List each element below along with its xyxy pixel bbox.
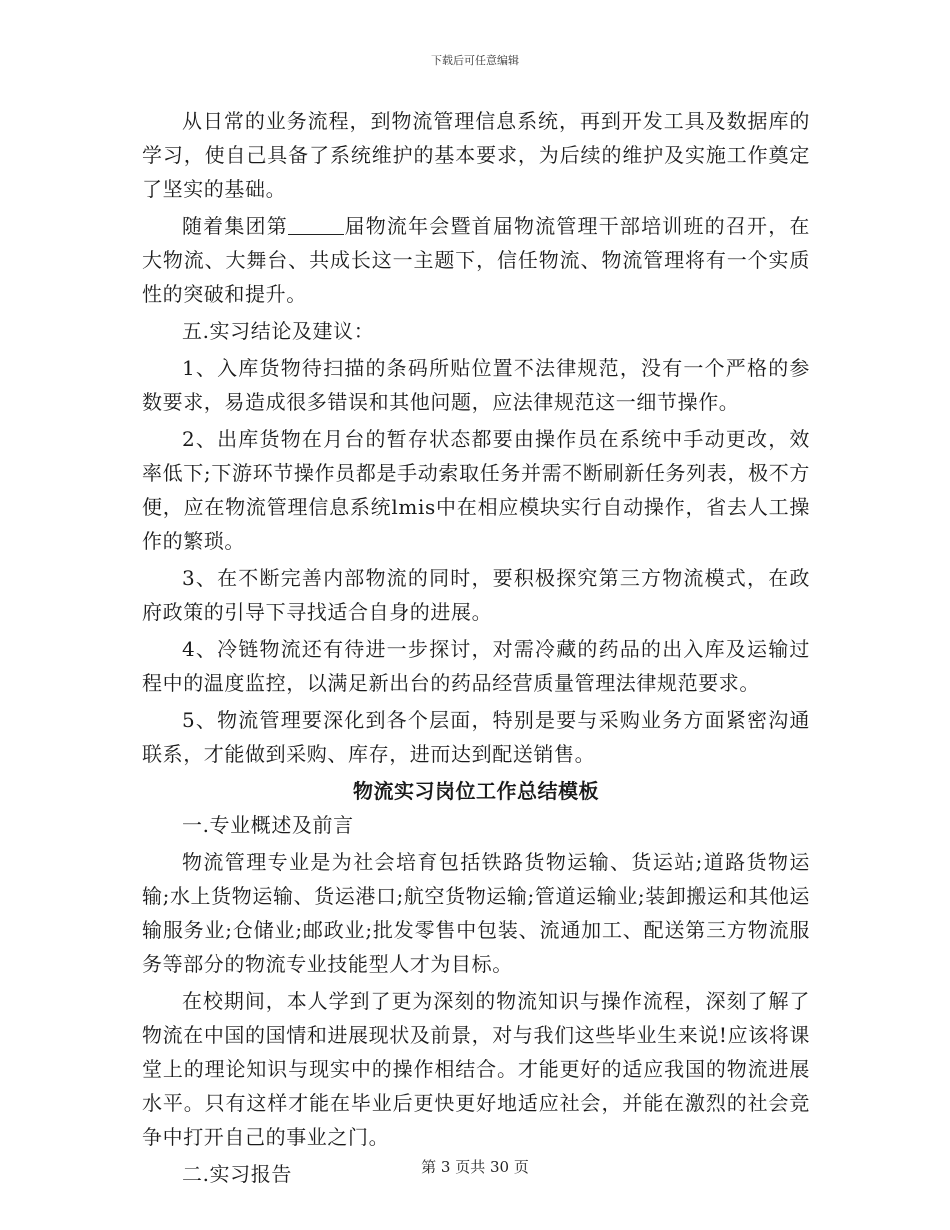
document-body [142,104,810,1191]
page-number: 第 3 页共 30 页 [421,1158,529,1176]
blank-underline [288,214,344,235]
overview-heading: 一.专业概述及前言 [182,813,354,837]
suggestion-2: 2、出库货物在月台的暂存状态都要由操作员在系统中手动更改，效率低下;下游环节操作员都是手动索取任务并需不断刷新任务列表，极不方便，应在物流管理信息系统lmis中在相应模块实行自动操作，省去人工操作的繁琐。 [142,427,810,553]
paragraph-2 [142,209,810,311]
suggestion-1: 1、入库货物待扫描的条码所贴位置不法律规范，没有一个严格的参数要求，易造成很多错误和其他问题，应法律规范这一细节操作。 [142,356,810,414]
suggestion-5: 5、物流管理要深化到各个层面，特别是要与采购业务方面紧密沟通联系，才能做到采购、库存，进而达到配送销售。 [142,708,810,766]
overview-paragraph: 物流管理专业是为社会培育包括铁路货物运输、货运站;道路货物运输;水上货物运输、货运港口;航空货物运输;管道运输业;装卸搬运和其他运输服务业;仓储业;邮政业;批发零售中包装、流通加工、配送第三方物流服务等部分的物流专业技能型人才为目标。 [142,850,810,976]
paragraph-1: 从日常的业务流程，到物流管理信息系统，再到开发工具及数据库的学习，使自己具备了系统维护的基本要求，为后续的维护及实施工作奠定了坚实的基础。 [142,109,810,201]
campus-paragraph: 在校期间，本人学到了更为深刻的物流知识与操作流程，深刻了解了物流在中国的国情和进展现状及前景，对与我们这些毕业生来说!应该将课堂上的理论知识与现实中的操作相结合。才能更好的适应我国的物流进展水平。只有这样才能在毕业后更快更好地适应社会，并能在激烈的社会竞争中打开自己的事业之门。 [142,989,810,1149]
paragraph-2-start: 随着集团第 [182,214,288,238]
report-heading: 二.实习报告 [182,1162,292,1186]
suggestion-4: 4、冷链物流还有待进一步探讨，对需冷藏的药品的出入库及运输过程中的温度监控，以满足新出台的药品经营质量管理法律规范要求。 [142,637,810,695]
paragraph-2-end: 届物流年会暨首届物流管理干部培训班的召开，在大物流、大舞台、共成长这一主题下，信任物流、物流管理将有一个实质性的突破和提升。 [142,214,811,306]
page-header: 下载后可任意编辑 [431,54,519,67]
conclusion-heading: 五.实习结论及建议： [182,319,375,343]
suggestion-3: 3、在不断完善内部物流的同时，要积极探究第三方物流模式，在政府政策的引导下寻找适合自身的进展。 [142,566,810,624]
section-title: 物流实习岗位工作总结模板 [353,779,599,803]
